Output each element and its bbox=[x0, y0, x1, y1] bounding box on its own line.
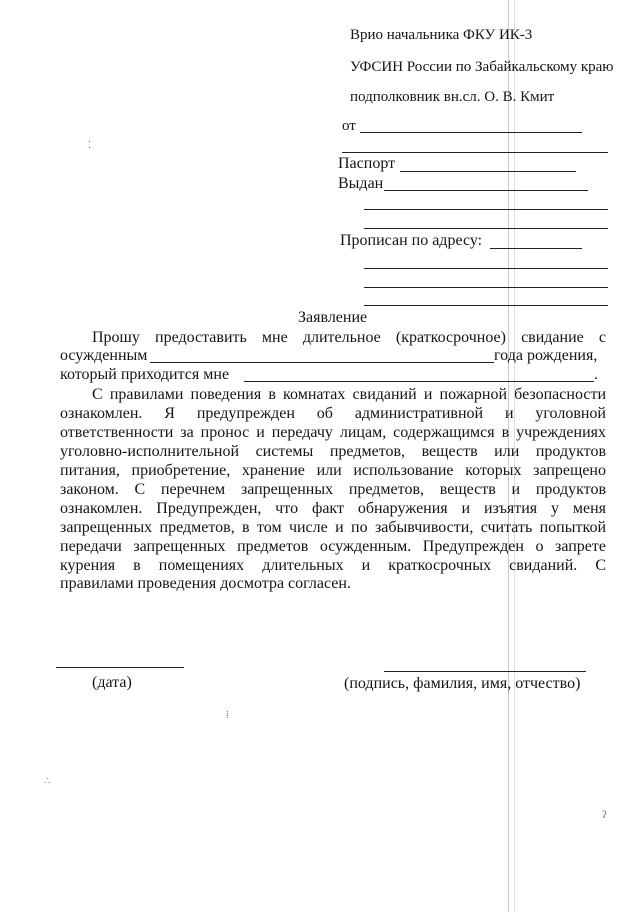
address-field[interactable] bbox=[490, 248, 582, 249]
scan-speck: ∴ bbox=[44, 776, 51, 787]
signature-label: (подпись, фамилия, имя, отчество) bbox=[344, 675, 581, 692]
relation-field[interactable] bbox=[244, 381, 594, 382]
from-name-field[interactable] bbox=[360, 132, 582, 133]
date-label: (дата) bbox=[92, 674, 132, 691]
request-convict-label: осужденным bbox=[60, 347, 148, 364]
body-line: запрещенных предметов, в том числе и по забывчивости, считать попыткой bbox=[60, 519, 606, 536]
scan-speck: ⁞ bbox=[226, 710, 229, 721]
body-line: передачи запрещенных предметов осужденным. Предупрежден о запрете bbox=[60, 538, 606, 555]
address-field-line-4[interactable] bbox=[364, 305, 608, 306]
body-line: правилами проведения досмотра согласен. bbox=[60, 575, 351, 592]
issued-field-line-2[interactable] bbox=[364, 209, 608, 210]
body-line: питания, приобретение, хранение или использование которых запрещено bbox=[60, 462, 606, 479]
body-line: ознакомлен. Я предупрежден об административной и уголовной bbox=[60, 405, 606, 422]
body-line: законом. С перечнем запрещенных предметов, веществ и продуктов bbox=[60, 481, 606, 498]
signature-field[interactable] bbox=[384, 671, 586, 672]
scan-speck: ʔ bbox=[602, 810, 607, 821]
issued-field-line-3[interactable] bbox=[364, 228, 608, 229]
address-field-line-2[interactable] bbox=[364, 268, 608, 269]
scan-speck: ⁚ bbox=[88, 140, 92, 151]
document-title: Заявление bbox=[298, 309, 368, 326]
body-line: курения в помещениях длительных и краткосрочных свиданий. С bbox=[60, 557, 606, 574]
request-relation-end: . bbox=[594, 366, 598, 383]
address-field-line-3[interactable] bbox=[364, 287, 608, 288]
from-label: от bbox=[342, 118, 356, 134]
request-birth-year-label: года рождения, bbox=[494, 347, 598, 364]
issued-label: Выдан bbox=[338, 175, 384, 192]
date-field[interactable] bbox=[56, 667, 184, 668]
passport-field[interactable] bbox=[400, 171, 576, 172]
body-line: ответственности за пронос и передачу лицам, содержащимся в учреждениях bbox=[60, 424, 606, 441]
address-label: Прописан по адресу: bbox=[340, 232, 483, 249]
issued-field[interactable] bbox=[384, 190, 588, 191]
addressee-line-1: Врио начальника ФКУ ИК-3 bbox=[350, 27, 533, 43]
body-line: уголовно-исполнительной системы предметов, веществ или продуктов bbox=[60, 443, 606, 460]
body-line: ознакомлен. Предупрежден, что факт обнаружения и изъятия у меня bbox=[60, 500, 606, 517]
addressee-line-2: УФСИН России по Забайкальскому краю bbox=[350, 59, 614, 75]
request-line-1: Прошу предоставить мне длительное (краткосрочное) свидание с bbox=[92, 329, 606, 346]
convict-name-field[interactable] bbox=[150, 362, 494, 363]
request-relation-label: который приходится мне bbox=[60, 366, 230, 383]
body-line: С правилами поведения в комнатах свиданий и пожарной безопасности bbox=[92, 386, 606, 403]
from-name-field-line-2[interactable] bbox=[342, 152, 608, 153]
addressee-line-3: подполковник вн.сл. О. В. Кмит bbox=[350, 89, 555, 105]
passport-label: Паспорт bbox=[338, 155, 396, 172]
